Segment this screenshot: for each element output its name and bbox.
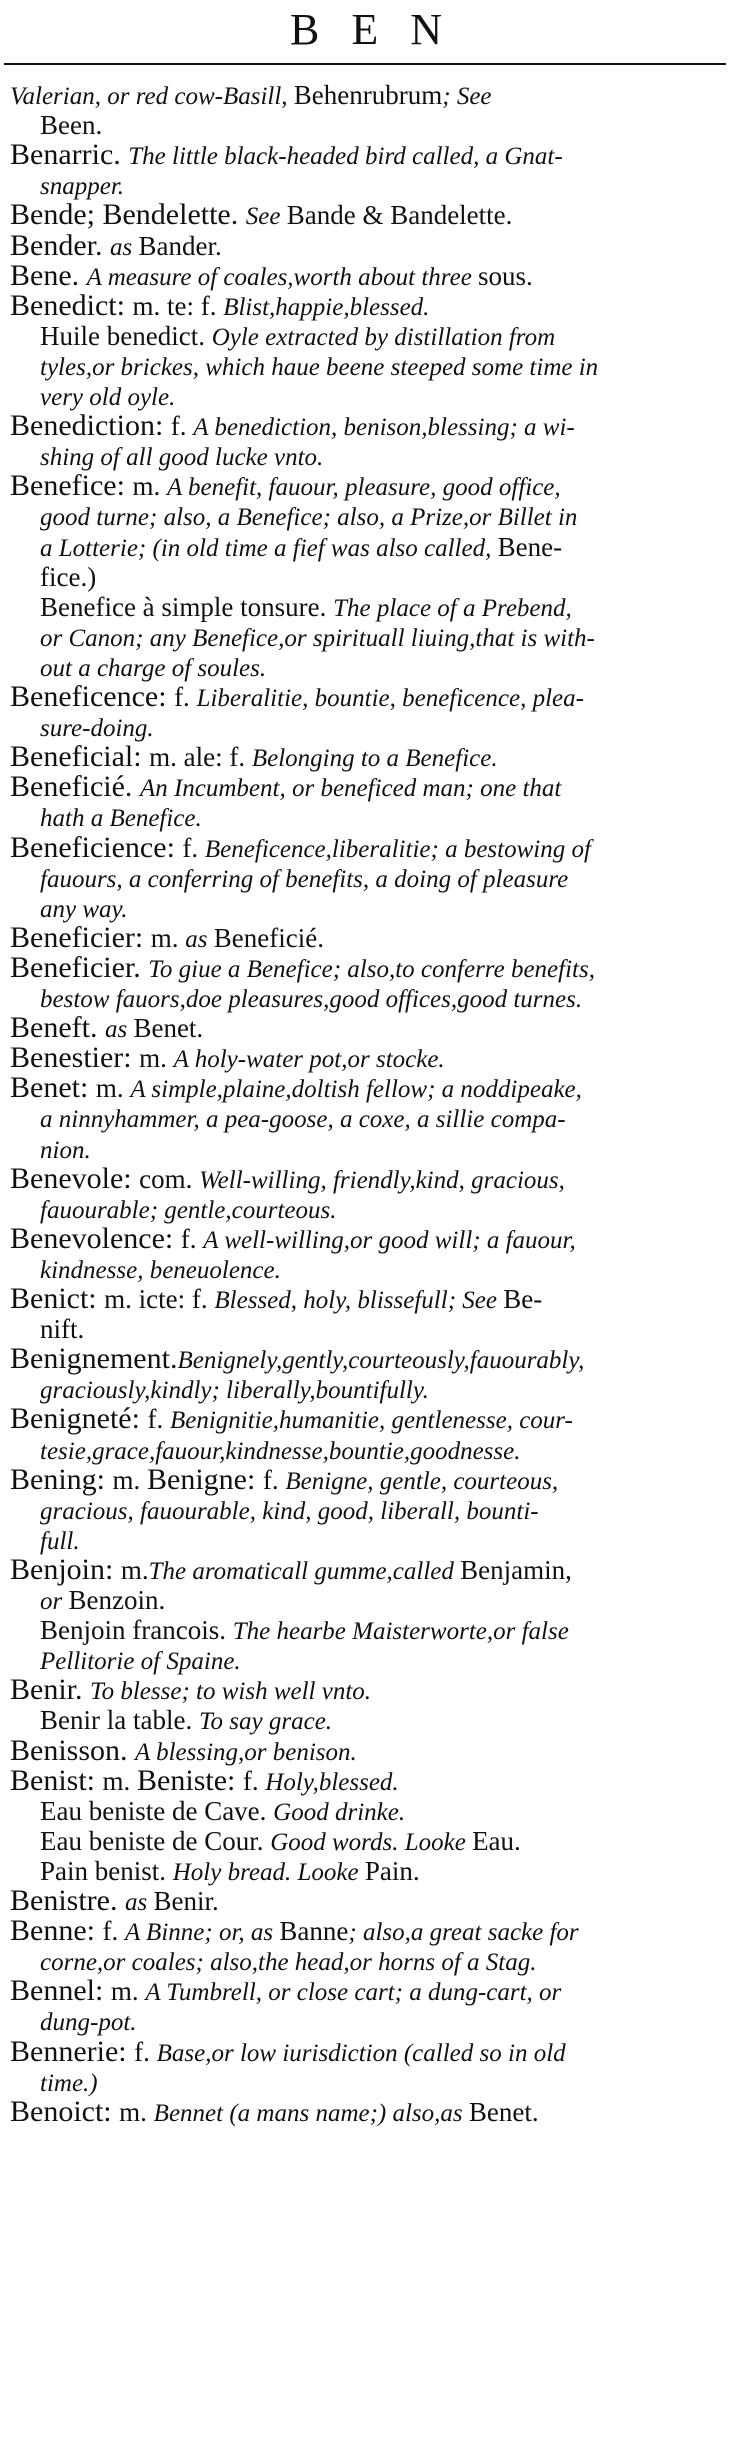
definition-text: Well-willing, friendly,kind, gracious, <box>199 1166 565 1194</box>
cross-reference: Benet. <box>468 2096 539 2127</box>
definition-text: A measure of coales,worth about three <box>86 263 479 291</box>
definition-text: A Binne; or, as <box>124 1919 280 1947</box>
entry-line <box>0 1224 732 1256</box>
cross-reference: sous. <box>478 260 533 291</box>
definition-text: very old oyle. <box>40 384 176 411</box>
definition-text: as <box>104 1016 134 1044</box>
headword: Benne: <box>10 1916 103 1948</box>
entry-continuation-line <box>0 1254 732 1286</box>
entry-continuation-line <box>0 1525 732 1557</box>
definition-text: as <box>185 925 214 953</box>
grammar-label: f. <box>182 832 205 863</box>
entry-line <box>0 953 732 985</box>
definition-text: Oyle extracted by distillation from <box>211 323 556 351</box>
grammar-label: m. te: f. <box>132 290 224 321</box>
definition-text: time.) <box>40 2069 98 2097</box>
grammar-label: m. <box>120 1554 149 1585</box>
entry-line <box>0 1465 732 1497</box>
entry-line <box>0 1976 732 2008</box>
headword: Bennel: <box>10 1976 111 2008</box>
definition-text: shing of all good lucke vnto. <box>40 444 324 472</box>
definition-text: See <box>245 203 287 231</box>
grammar-label: m. <box>139 1043 174 1074</box>
entry-line <box>0 261 732 293</box>
headword: Benict: <box>10 1284 105 1315</box>
definition-text: The aromaticall gumme,called <box>148 1557 461 1585</box>
page-header: BEN <box>290 5 474 54</box>
cross-reference: Benjamin, <box>460 1554 572 1585</box>
cross-reference: Eau beniste de Cave. <box>40 1795 274 1826</box>
headword: Bende; Bendelette. <box>10 200 246 232</box>
entry-continuation-line <box>0 622 732 654</box>
entry-line <box>0 411 732 443</box>
entry-line <box>0 200 732 232</box>
headword: Beneficience: <box>10 832 183 864</box>
cross-reference: fice.) <box>40 561 97 592</box>
entry-line <box>0 1736 732 1768</box>
entry-line <box>0 742 732 774</box>
entry-line <box>0 2037 732 2069</box>
entry-continuation-line <box>0 1495 732 1527</box>
headword: Beneficence: <box>10 682 175 713</box>
entry-continuation-line <box>0 562 732 592</box>
headword: Benestier: <box>10 1043 140 1075</box>
grammar-label: m. ale: f. <box>149 742 252 773</box>
entry-line <box>0 1916 732 1948</box>
headword: Benistre. <box>10 1886 125 1917</box>
grammar-label: m. <box>95 1073 131 1104</box>
entry-line <box>0 1826 732 1858</box>
cross-reference: Be- <box>503 1284 543 1314</box>
definition-text: kindnesse, beneuolence. <box>40 1256 281 1284</box>
entry-line <box>0 140 732 172</box>
cross-reference: Eau. <box>472 1825 521 1856</box>
definition-text: bestow fauors,doe pleasures,good offices,good turnes. <box>40 986 583 1013</box>
cross-reference: Benet. <box>133 1013 204 1044</box>
headword: Beneficier. <box>10 952 149 984</box>
entry-continuation-line <box>0 501 732 533</box>
definition-text: tesie,grace,fauour,kindnesse,bountie,goodnesse. <box>40 1437 521 1465</box>
entry-line <box>0 1886 732 1918</box>
definition-text: fauours, a conferring of benefits, a doing of pleasure <box>40 865 569 893</box>
entry-continuation-line <box>0 381 732 413</box>
cross-reference: nift. <box>40 1314 85 1345</box>
definition-text: gracious, fauourable, kind, good, liberall, bounti- <box>40 1497 539 1525</box>
definition-text: nion. <box>40 1136 91 1164</box>
definition-text: The hearbe Maisterworte,or false <box>232 1618 569 1646</box>
definition-text: Base,or low iurisdiction (called so in old <box>156 2039 566 2067</box>
grammar-label: com. <box>139 1163 200 1194</box>
entry-line <box>0 321 732 353</box>
headword: Bening: <box>10 1464 113 1496</box>
grammar-label: m. <box>119 2096 154 2127</box>
entry-continuation-line <box>0 802 732 834</box>
headword: Benigne: <box>147 1464 263 1496</box>
definition-text: Blessed, holy, blissefull; See <box>214 1287 504 1314</box>
definition-text: The little black-headed bird called, a Gnat- <box>128 143 563 171</box>
headword: Benisson. <box>10 1735 136 1767</box>
definition-text: Bennet (a mans name;) also,as <box>153 2099 469 2127</box>
grammar-label: f. <box>134 2036 157 2067</box>
entry-line <box>0 923 732 955</box>
cross-reference: Bande & Bandelette. <box>286 200 513 231</box>
definition-text: A simple,plaine,doltish fellow; a noddipeake, <box>130 1076 582 1104</box>
definition-text: as <box>124 1889 154 1916</box>
entry-continuation-line <box>0 712 732 744</box>
cross-reference: Benjoin francois. <box>40 1615 233 1646</box>
headword: Benir. <box>10 1675 90 1707</box>
entry-continuation-line <box>0 893 732 925</box>
entry-continuation-line <box>0 441 732 473</box>
entry-line <box>0 1073 732 1105</box>
definition-text: Good words. Looke <box>270 1828 473 1856</box>
entry-line <box>0 1344 732 1376</box>
entry-continuation-line <box>0 532 732 564</box>
entry-line <box>0 1013 732 1045</box>
entry-line <box>0 833 732 865</box>
definition-text: Pellitorie of Spaine. <box>40 1648 241 1676</box>
entry-line <box>0 682 732 714</box>
definition-text: a Lotterie; (in old time a fief was also called, <box>40 534 498 562</box>
headword: Benigneté: <box>10 1404 148 1436</box>
definition-text: Valerian, or red cow-Basill, <box>10 83 294 110</box>
cross-reference: Benir la table. <box>40 1705 199 1736</box>
definition-text: sure-doing. <box>40 715 154 743</box>
cross-reference: Banne <box>279 1916 349 1947</box>
cross-reference: Benefice à simple tonsure. <box>40 591 334 622</box>
definition-text: as <box>109 233 139 261</box>
entry-line <box>0 1705 732 1737</box>
definition-text: full. <box>40 1527 80 1555</box>
entry-line <box>0 1615 732 1647</box>
headword: Bender. <box>10 230 110 262</box>
definition-text: graciously,kindly; liberally,bountifully. <box>40 1377 429 1405</box>
grammar-label: f. <box>174 682 197 712</box>
definition-text: Liberalitie, bountie, beneficence, plea- <box>196 685 584 712</box>
headword: Beneficié. <box>10 772 140 804</box>
definition-text: out a charge of soules. <box>40 654 267 682</box>
headword: Benist: <box>10 1765 103 1797</box>
headword: Beneficial: <box>10 742 150 774</box>
definition-text: ; also,a great sacke for <box>348 1919 579 1947</box>
entry-continuation-line <box>0 1103 732 1135</box>
headword: Benignement. <box>10 1344 178 1376</box>
entry-continuation-line <box>0 863 732 895</box>
definition-text: A blessing,or benison. <box>135 1738 357 1766</box>
definition-text: ; See <box>442 83 492 110</box>
definition-text: Blist,happie,blessed. <box>223 293 430 321</box>
entry-line <box>0 1555 732 1587</box>
entry-line <box>0 1766 732 1798</box>
definition-text: A Tumbrell, or close cart; a dung-cart, or <box>145 1979 562 2007</box>
entry-line <box>0 471 732 503</box>
headword: Benedict: <box>10 290 133 322</box>
cross-reference: Behenrubrum <box>293 80 443 110</box>
entry-continuation-line <box>0 1585 732 1617</box>
definition-text: Benignely,gently,courteously,fauourably, <box>177 1347 585 1375</box>
definition-text: Benignitie,humanitie, gentlenesse, cour- <box>169 1407 573 1435</box>
definition-text: A holy-water pot,or stocke. <box>173 1046 445 1074</box>
entry-continuation-line <box>0 2067 732 2099</box>
headword: Beneficier: <box>10 922 151 954</box>
cross-reference: Beneficié. <box>213 922 324 953</box>
entry-continuation-line <box>0 983 732 1015</box>
cross-reference: Huile benedict. <box>40 320 212 351</box>
cross-reference: Benir. <box>153 1886 219 1916</box>
cross-reference: Eau beniste de Cour. <box>40 1825 271 1856</box>
entry-line <box>0 1404 732 1436</box>
definition-text: tyles,or brickes, which haue beene steeped some time in <box>40 353 599 381</box>
headword: Benevole: <box>10 1163 140 1195</box>
cross-reference: Benzoin. <box>68 1585 166 1615</box>
definition-text: hath a Benefice. <box>40 805 202 833</box>
headword: Benjoin: <box>10 1554 121 1586</box>
header-rule <box>4 63 726 65</box>
entry-continuation-line <box>0 2006 732 2038</box>
cross-reference: Bander. <box>138 230 222 261</box>
entry-line <box>0 291 732 323</box>
grammar-label: m. <box>112 1464 148 1495</box>
entry-line <box>0 1675 732 1707</box>
cross-reference: Bene- <box>497 531 563 562</box>
entry-line <box>0 1164 732 1196</box>
grammar-label: m. <box>132 471 167 502</box>
entry-continuation-line <box>0 110 732 140</box>
definition-text: any way. <box>40 895 128 923</box>
headword: Benevolence: <box>10 1223 181 1255</box>
headword: Bennerie: <box>10 2036 135 2068</box>
definition-text: A benefit, fauour, pleasure, good office, <box>166 474 561 502</box>
definition-text: a ninnyhammer, a pea-goose, a coxe, a sillie compa- <box>40 1106 566 1134</box>
definition-text: To say grace. <box>198 1708 333 1736</box>
headword: Benoict: <box>10 2096 120 2128</box>
entry-continuation-line <box>0 351 732 383</box>
entry-line <box>0 1284 732 1316</box>
headword: Benarric. <box>10 140 129 172</box>
entry-continuation-line <box>0 1645 732 1677</box>
grammar-label: f. <box>180 1223 204 1254</box>
definition-text: Beneficence,liberalitie; a bestowing of <box>204 835 591 863</box>
grammar-label: m. <box>102 1765 138 1796</box>
grammar-label: f. <box>262 1464 286 1495</box>
entry-continuation-line <box>0 1374 732 1406</box>
definition-text: An Incumbent, or beneficed man; one that <box>139 775 562 803</box>
definition-text: Belonging to a Benefice. <box>251 745 498 773</box>
entry-line <box>0 2097 732 2129</box>
grammar-label: f. <box>102 1916 125 1947</box>
definition-text: To blesse; to wish well vnto. <box>90 1678 372 1706</box>
grammar-label: m. <box>110 1976 146 2007</box>
headword: Beneft. <box>10 1013 105 1045</box>
grammar-label: m. <box>150 922 186 953</box>
definition-text: Holy,blessed. <box>265 1768 399 1796</box>
grammar-label: f. <box>170 411 194 442</box>
definition-text: corne,or coales; also,the head,or horns of a Stag. <box>40 1949 537 1977</box>
definition-text: fauourable; gentle,courteous. <box>40 1196 337 1224</box>
entry-line <box>0 772 732 804</box>
entry-continuation-line <box>0 1194 732 1226</box>
headword: Benediction: <box>10 411 171 443</box>
cross-reference: Been. <box>40 110 103 141</box>
headword: Beniste: <box>137 1765 243 1797</box>
grammar-label: m. icte: f. <box>104 1284 215 1314</box>
entry-continuation-line <box>0 1946 732 1978</box>
entry-line <box>0 1796 732 1828</box>
entry-line <box>0 1856 732 1888</box>
definition-text: good turne; also, a Benefice; also, a Prize,or Billet in <box>40 504 578 532</box>
entry-continuation-line <box>0 1134 732 1166</box>
cross-reference: Pain benist. <box>40 1855 173 1886</box>
entry-continuation-line <box>0 170 732 202</box>
headword: Bene. <box>10 260 87 292</box>
grammar-label: f. <box>147 1404 170 1435</box>
cross-reference: Pain. <box>364 1855 420 1886</box>
entry-line <box>0 80 732 112</box>
entry-continuation-line <box>0 652 732 684</box>
definition-text: To giue a Benefice; also,to conferre benefits, <box>148 955 595 983</box>
definition-text: A well-willing,or good will; a fauour, <box>203 1226 576 1254</box>
headword: Benefice: <box>10 471 133 503</box>
entry-continuation-line <box>0 1314 732 1344</box>
definition-text: or <box>40 1588 69 1615</box>
definition-text: A benediction, benison,blessing; a wi- <box>193 414 575 442</box>
definition-text: dung-pot. <box>40 2009 137 2037</box>
definition-text: The place of a Prebend, <box>333 594 572 622</box>
definition-text: or Canon; any Benefice,or spirituall liuing,that is with- <box>40 624 595 652</box>
entry-line <box>0 231 732 263</box>
definition-text: Benigne, gentle, courteous, <box>285 1467 559 1495</box>
entry-continuation-line <box>0 1435 732 1467</box>
definition-text: snapper. <box>40 173 125 201</box>
definition-text: Holy bread. Looke <box>172 1858 365 1886</box>
grammar-label: f. <box>242 1765 266 1796</box>
headword: Benet: <box>10 1073 96 1105</box>
entry-line <box>0 592 732 624</box>
definition-text: Good drinke. <box>273 1798 406 1826</box>
entry-line <box>0 1043 732 1075</box>
